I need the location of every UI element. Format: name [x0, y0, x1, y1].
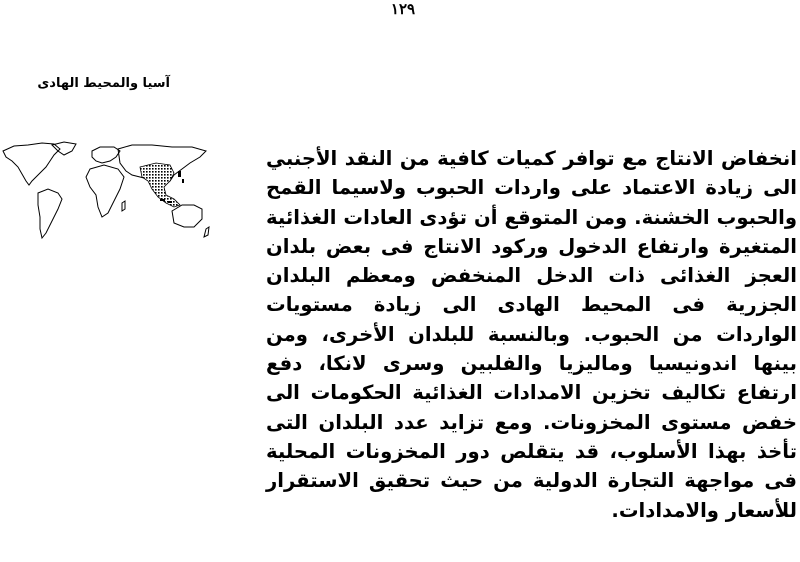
new-zealand-shape	[204, 227, 209, 237]
africa-shape	[86, 165, 124, 217]
australia-shape	[172, 205, 202, 227]
world-map-icon	[2, 141, 210, 244]
body-text: انخفاض الانتاج مع توافر كميات كافية من النقد الأجنبي الى زيادة الاعتماد على واردات الحبوب ولاسيما القمح والحبوب الخشنة. ومن المتوقع أن تؤدى العادات الغذائية المتغيرة وارتفاع الدخول وركود الانتاج فى بعض بلدان العجز الغذائى ذات الدخل المنخفض ومعظم البلدان الجزرية فى المحيط الهادى الى زيادة مستويات الواردات من الحبوب. وبالنسبة للبلدان الأخرى، ومن بينها اندونيسيا وماليزيا والفلبين وسرى لانكا، دفع ارتفاع تكاليف تخزين الامدادات الغذائية الحكومات الى خفض مستوى المخزونات. ومع تزايد عدد البلدان التى تأخذ بهذا الأسلوب، قد يتقلص دور المخزونات المحلية فى مواجهة التجارة الدولية من حيث تحقيق الاستقرار للأسعار والامدادات.	[266, 147, 797, 522]
north-america-shape	[3, 143, 60, 185]
madagascar-shape	[122, 201, 125, 211]
europe-shape	[92, 147, 120, 163]
page-number: ١٢٩	[390, 0, 416, 18]
south-america-shape	[38, 189, 62, 238]
section-title: آسيا والمحيط الهادى	[37, 76, 170, 91]
